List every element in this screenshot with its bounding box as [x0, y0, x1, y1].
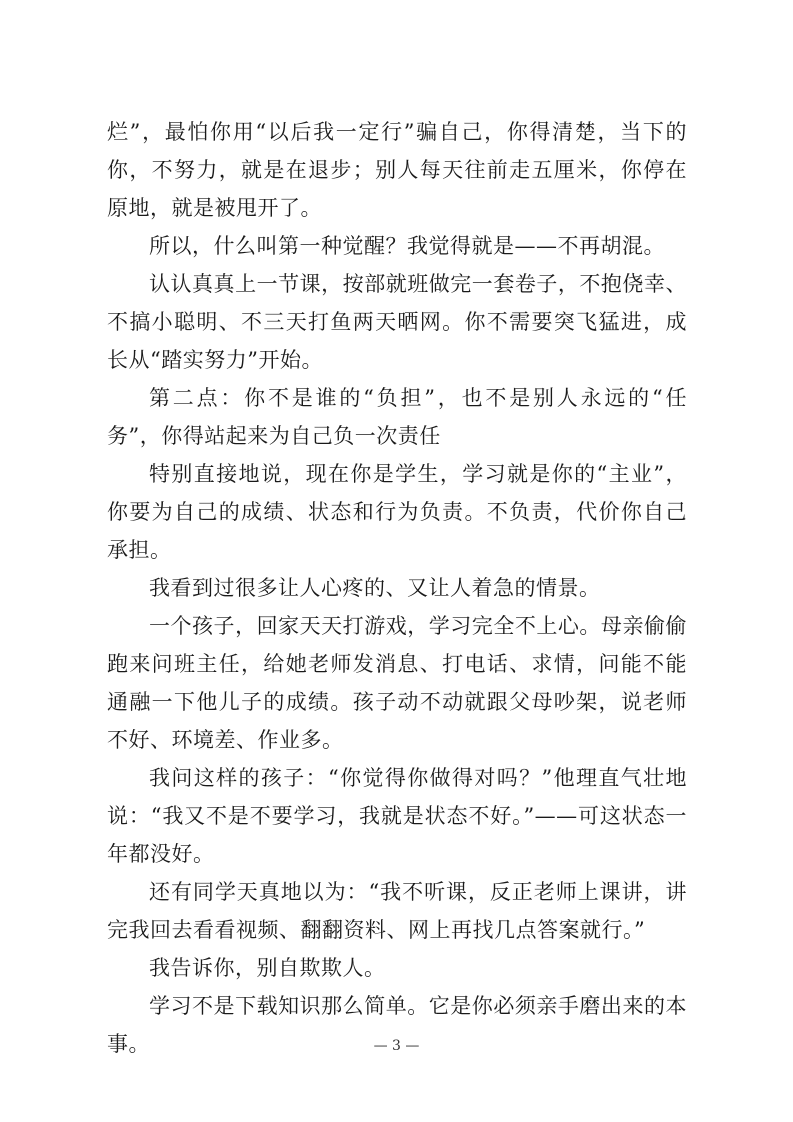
paragraph-11: 学习不是下载知识那么简单。它是你必须亲手磨出来的本事。: [107, 994, 687, 1056]
paragraph-6: 我看到过很多让人心疼的、又让人着急的情景。: [149, 576, 601, 600]
paragraph-10: 我告诉你，别自欺欺人。: [149, 956, 386, 980]
paragraph-8: 我问这样的孩子：“你觉得你做得对吗？”他理直气壮地说：“我又不是不要学习，我就是状态不好。”——可这状态一年都没好。: [107, 766, 687, 866]
paragraph-9: 还有同学天真地以为：“我不听课，反正老师上课讲，讲完我回去看看视频、翻翻资料、网上再找几点答案就行。”: [107, 880, 687, 942]
paragraph-1: 烂”，最怕你用“以后我一定行”骗自己，你得清楚，当下的你，不努力，就是在退步；别人每天往前走五厘米，你停在原地，就是被甩开了。: [107, 120, 687, 220]
body-text: [107, 113, 687, 1063]
paragraph-5: 特别直接地说，现在你是学生，学习就是你的“主业”，你要为自己的成绩、状态和行为负责。不负责，代价你自己承担。: [107, 462, 687, 562]
paragraph-4-heading: 第二点：你不是谁的“负担”，也不是别人永远的“任务”，你得站起来为自己负一次责任: [107, 386, 687, 448]
paragraph-7: 一个孩子，回家天天打游戏，学习完全不上心。母亲偷偷跑来问班主任，给她老师发消息、打电话、求情，问能不能通融一下他儿子的成绩。孩子动不动就跟父母吵架，说老师不好、环境差、作业多。: [107, 614, 687, 752]
page-number: — 3 —: [373, 1038, 420, 1054]
paragraph-3: 认认真真上一节课，按部就班做完一套卷子，不抱侥幸、不搞小聪明、不三天打鱼两天晒网。你不需要突飞猛进，成长从“踏实努力”开始。: [107, 272, 687, 372]
paragraph-2: 所以，什么叫第一种觉醒？我觉得就是——不再胡混。: [149, 234, 665, 258]
